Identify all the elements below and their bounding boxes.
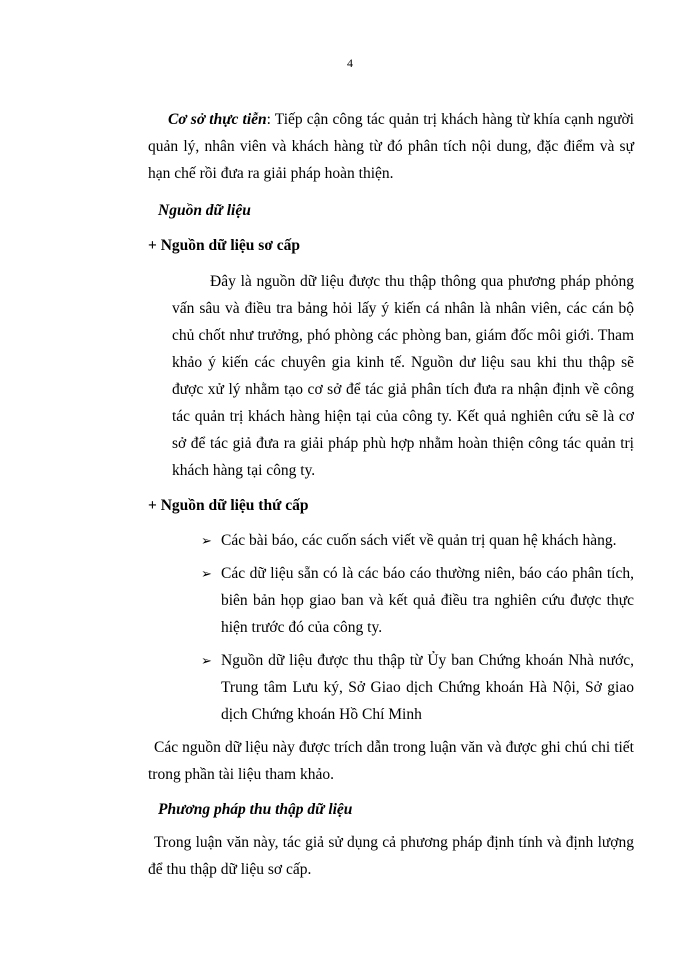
list-item-text: Nguồn dữ liệu được thu thập từ Ủy ban Chứng khoán Nhà nước, Trung tâm Lưu ký, Sở Giao dịch Chứng khoán Hà Nội, Sở giao dịch Chứng khoán Hồ Chí Minh [221,652,634,723]
primary-data-paragraph: Đây là nguồn dữ liệu được thu thập thông qua phương pháp phỏng vấn sâu và điều tra bảng hỏi lấy ý kiến cá nhân là nhân viên, các cán bộ chủ chốt như trưởng, phó phòng các phòng ban, giám đốc môi giới. Tham khảo ý kiến các chuyên gia kinh tế. Nguồn dư liệu sau khi thu thập sẽ được xử lý nhằm tạo cơ sở để tác giả phân tích đưa ra nhận định về công tác quản trị khách hàng hiện tại của công ty. Kết quả nghiên cứu sẽ là cơ sở để tác giả đưa ra giải pháp phù hợp nhằm hoàn thiện công tác quản trị khách hàng tại công ty. [172,273,634,479]
practical-basis-label: Cơ sở thực tiễn [168,111,267,128]
arrow-bullet-icon: ➢ [201,653,212,668]
secondary-data-heading: + Nguồn dữ liệu thứ cấp [148,497,309,514]
list-item [201,527,634,554]
method-heading: Phương pháp thu thập dữ liệu [158,801,353,818]
data-sources-heading: Nguồn dữ liệu [158,202,251,219]
practical-basis-paragraph [148,106,634,187]
secondary-data-list [201,527,634,728]
list-item [201,560,634,641]
page-number: 4 [347,56,353,70]
arrow-bullet-icon: ➢ [201,566,212,581]
list-item-text: Các bài báo, các cuốn sách viết về quản trị quan hệ khách hàng. [221,532,617,549]
list-item-text: Các dữ liệu sẵn có là các báo cáo thường niên, báo cáo phân tích, biên bản họp giao ban và kết quả điều tra nghiên cứu được thực hiện trước đó của công ty. [221,565,634,636]
arrow-bullet-icon: ➢ [201,533,212,548]
practical-basis-text: : Tiếp cận công tác quản trị khách hàng từ khía cạnh người quản lý, nhân viên và khách hàng từ đó phân tích nội dung, đặc điểm và sự hạn chế rồi đưa ra giải pháp hoàn thiện. [148,111,634,182]
list-item [201,647,634,728]
primary-data-heading: + Nguồn dữ liệu sơ cấp [148,237,301,254]
method-paragraph: Trong luận văn này, tác giả sử dụng cả phương pháp định tính và định lượng để thu thập dữ liệu sơ cấp. [148,834,634,878]
data-sources-closing: Các nguồn dữ liệu này được trích dẫn trong luận văn và được ghi chú chi tiết trong phần tài liệu tham khảo. [148,739,634,783]
document-body [148,106,634,883]
